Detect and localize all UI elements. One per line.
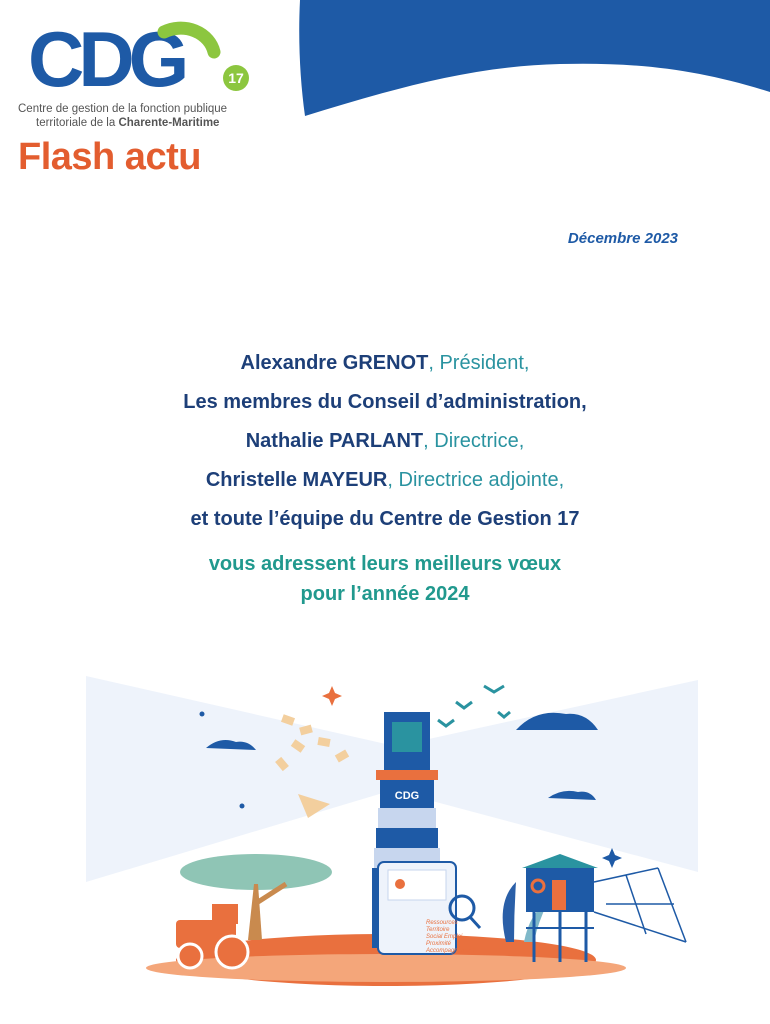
greeting-line-president — [0, 344, 770, 383]
issue-date: Décembre 2023 — [567, 230, 678, 247]
deputy-name: Christelle MAYEUR — [205, 469, 388, 491]
wish-line-1: vous adressent leurs meilleurs vœux — [208, 553, 562, 575]
greeting-line-director — [0, 422, 770, 461]
svg-text:Ressources: Ressources — [426, 920, 458, 926]
svg-text:Proximité: Proximité — [426, 941, 452, 947]
birds — [438, 686, 510, 726]
svg-text:Social Emploi: Social Emploi — [426, 934, 463, 940]
svg-text:Territoire: Territoire — [426, 927, 450, 933]
fishing-net — [594, 868, 686, 942]
greeting-line-board: Les membres du Conseil d’administration, — [183, 391, 587, 413]
logo-number-text: 17 — [228, 70, 244, 86]
stilt-cabin — [522, 854, 598, 962]
logo-mark-text: CDG — [28, 16, 184, 103]
logo-subtitle-line1: Centre de gestion de la fonction publique — [18, 103, 228, 115]
president-name: Alexandre GRENOT — [240, 352, 429, 374]
director-role: , Directrice, — [423, 430, 525, 452]
greeting-line-team: et toute l’équipe du Centre de Gestion 17 — [190, 508, 580, 530]
page-title: Flash actu — [18, 136, 201, 178]
logo-subtitle-line2-bold: Charente-Maritime — [118, 117, 220, 129]
greetings-block — [0, 344, 770, 609]
svg-text:Accompagnement: Accompagnement — [426, 948, 475, 954]
deputy-role: , Directrice adjointe, — [387, 469, 565, 491]
wish-line-2: pour l’année 2024 — [300, 583, 470, 605]
logo-subtitle-line2-prefix: territoriale de la — [36, 117, 119, 129]
logo-subtitle-line2 — [18, 116, 278, 130]
lighthouse-illustration — [86, 672, 698, 990]
logo-subtitle — [18, 102, 278, 130]
lighthouse-label: CDG — [394, 790, 420, 802]
director-name: Nathalie PARLANT — [245, 430, 424, 452]
president-role: , Président, — [428, 352, 530, 374]
greeting-line-deputy — [0, 461, 770, 500]
